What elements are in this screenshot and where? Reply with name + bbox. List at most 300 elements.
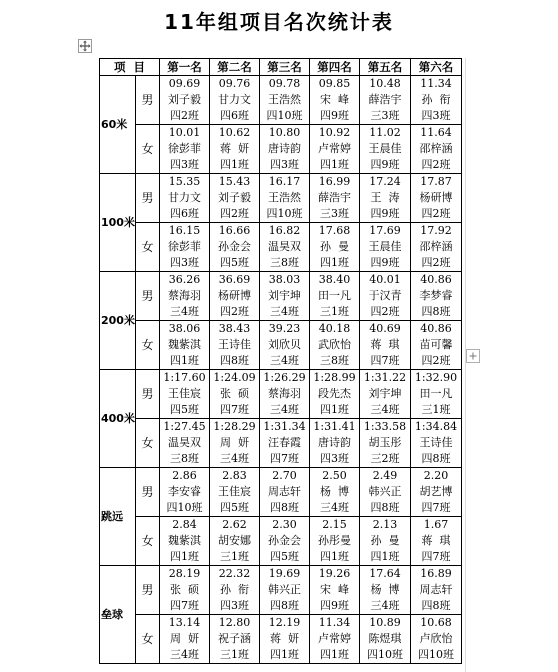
class-name: 四1班 xyxy=(270,648,300,661)
rank-cell xyxy=(210,174,260,223)
class-name: 四2班 xyxy=(421,354,451,367)
athlete-name: 汪春霞 xyxy=(268,436,302,449)
athlete-name: 刘子毅 xyxy=(218,191,252,204)
class-name: 四3班 xyxy=(320,452,350,465)
athlete-name: 段先杰 xyxy=(318,387,352,400)
athlete-name: 孙彤曼 xyxy=(318,534,352,547)
rank-cell xyxy=(360,615,411,664)
class-name: 三2班 xyxy=(370,452,400,465)
result-score: 17.87 xyxy=(420,175,452,188)
table-row xyxy=(100,223,462,272)
rank-cell xyxy=(360,76,411,125)
result-score: 1:34.84 xyxy=(414,420,458,433)
rank-cell xyxy=(160,223,210,272)
result-score: 38.40 xyxy=(318,273,351,286)
athlete-name: 孙 曼 xyxy=(370,534,400,547)
result-score: 36.26 xyxy=(168,273,201,286)
rank-cell xyxy=(210,321,260,370)
class-name: 四5班 xyxy=(270,550,300,563)
rank-cell xyxy=(160,566,210,615)
rank-cell xyxy=(360,419,411,468)
athlete-name: 温昊双 xyxy=(168,436,202,449)
athlete-name: 周 妍 xyxy=(170,632,200,645)
gender-label: 女 xyxy=(136,517,160,566)
table-row xyxy=(100,321,462,370)
event-name: 垒球 xyxy=(100,566,136,664)
class-name: 四1班 xyxy=(370,550,400,563)
class-name: 四3班 xyxy=(270,158,300,171)
ranking-table xyxy=(99,58,462,664)
athlete-name: 宋 峰 xyxy=(320,583,350,596)
rank-cell xyxy=(210,566,260,615)
athlete-name: 刘子毅 xyxy=(168,93,202,106)
rank-cell xyxy=(411,615,462,664)
class-name: 四8班 xyxy=(421,305,451,318)
gender-label: 男 xyxy=(136,174,160,223)
class-name: 三3班 xyxy=(370,109,400,122)
result-score: 10.80 xyxy=(268,126,301,139)
result-score: 10.89 xyxy=(369,616,401,629)
class-name: 四5班 xyxy=(220,501,250,514)
athlete-name: 李梦睿 xyxy=(419,289,453,302)
class-name: 三4班 xyxy=(370,403,400,416)
table-row xyxy=(100,468,462,517)
athlete-name: 于汉青 xyxy=(368,289,402,302)
event-name: 跳远 xyxy=(100,468,136,566)
rank-cell xyxy=(260,566,310,615)
rank-cell xyxy=(210,223,260,272)
result-score: 12.19 xyxy=(268,616,301,629)
rank-cell xyxy=(160,615,210,664)
class-name: 四2班 xyxy=(370,305,400,318)
class-name: 三1班 xyxy=(320,305,350,318)
athlete-name: 张 硕 xyxy=(220,387,250,400)
rank-cell xyxy=(260,174,310,223)
class-name: 四9班 xyxy=(320,599,350,612)
class-name: 四8班 xyxy=(421,452,451,465)
rank-cell xyxy=(310,468,360,517)
result-score: 39.23 xyxy=(268,322,301,335)
result-score: 38.03 xyxy=(268,273,301,286)
rank-cell xyxy=(360,370,411,419)
result-score: 16.82 xyxy=(268,224,301,237)
rank-cell xyxy=(360,468,411,517)
class-name: 四7班 xyxy=(421,501,451,514)
class-name: 三1班 xyxy=(421,403,451,416)
athlete-name: 孙 曼 xyxy=(320,240,350,253)
result-score: 16.17 xyxy=(268,175,301,188)
rank-cell xyxy=(360,223,411,272)
athlete-name: 孙金会 xyxy=(218,240,252,253)
rank-cell xyxy=(411,566,462,615)
result-score: 11.34 xyxy=(318,616,351,629)
gender-label: 男 xyxy=(136,272,160,321)
athlete-name: 陈煜琪 xyxy=(368,632,402,645)
rank-cell xyxy=(160,370,210,419)
rank-cell xyxy=(210,468,260,517)
athlete-name: 蔡海羽 xyxy=(168,289,202,302)
athlete-name: 胡艺博 xyxy=(419,485,453,498)
table-row xyxy=(100,174,462,223)
rank-cell xyxy=(160,174,210,223)
athlete-name: 王诗佳 xyxy=(419,436,453,449)
athlete-name: 杨研博 xyxy=(218,289,252,302)
event-name: 100米 xyxy=(100,174,136,272)
rank-cell xyxy=(260,223,310,272)
result-score: 16.99 xyxy=(318,175,351,188)
header-rank-4: 第四名 xyxy=(310,59,360,76)
class-name: 四9班 xyxy=(370,256,400,269)
class-name: 四6班 xyxy=(220,109,250,122)
rank-cell xyxy=(310,419,360,468)
result-score: 1:17.60 xyxy=(163,371,206,384)
rank-cell xyxy=(260,419,310,468)
rank-cell xyxy=(411,370,462,419)
athlete-name: 刘宇坤 xyxy=(268,289,302,302)
result-score: 1:32.90 xyxy=(414,371,458,384)
class-name: 四7班 xyxy=(220,403,250,416)
header-rank-3: 第三名 xyxy=(260,59,310,76)
rank-cell xyxy=(160,125,210,174)
class-name: 三8班 xyxy=(320,354,350,367)
athlete-name: 卢常婷 xyxy=(318,142,352,155)
class-name: 三4班 xyxy=(270,403,300,416)
gender-label: 女 xyxy=(136,223,160,272)
result-score: 40.86 xyxy=(420,322,452,335)
rank-cell xyxy=(360,566,411,615)
rank-cell xyxy=(210,125,260,174)
class-name: 四10班 xyxy=(367,648,404,661)
result-score: 1:31.34 xyxy=(263,420,306,433)
class-name: 四8班 xyxy=(421,599,451,612)
class-name: 四2班 xyxy=(220,207,250,220)
header-item: 项 目 xyxy=(100,59,160,76)
rank-cell xyxy=(411,223,462,272)
plus-icon xyxy=(467,350,479,362)
result-score: 1:27.45 xyxy=(163,420,206,433)
result-score: 1:26.29 xyxy=(263,371,306,384)
result-score: 40.01 xyxy=(369,273,401,286)
class-name: 四10班 xyxy=(166,501,203,514)
result-score: 10.62 xyxy=(218,126,251,139)
rank-cell xyxy=(411,517,462,566)
class-name: 三4班 xyxy=(270,305,300,318)
athlete-name: 薛浩宇 xyxy=(368,93,402,106)
result-score: 10.92 xyxy=(318,126,351,139)
result-score: 38.43 xyxy=(218,322,251,335)
class-name: 四2班 xyxy=(170,109,200,122)
result-score: 13.14 xyxy=(168,616,201,629)
class-name: 三8班 xyxy=(170,452,200,465)
result-score: 2.70 xyxy=(272,469,297,482)
athlete-name: 蒋 妍 xyxy=(270,632,300,645)
class-name: 四8班 xyxy=(270,599,300,612)
rank-cell xyxy=(411,272,462,321)
class-name: 四1班 xyxy=(220,158,250,171)
header-rank-5: 第五名 xyxy=(360,59,411,76)
athlete-name: 王佳宸 xyxy=(168,387,202,400)
result-score: 12.80 xyxy=(218,616,251,629)
class-name: 四6班 xyxy=(170,207,200,220)
result-score: 17.69 xyxy=(369,224,401,237)
athlete-name: 孙 衔 xyxy=(220,583,250,596)
rank-cell xyxy=(411,419,462,468)
class-name: 四2班 xyxy=(421,207,451,220)
result-score: 2.62 xyxy=(222,518,247,531)
class-name: 三1班 xyxy=(220,648,250,661)
result-score: 11.64 xyxy=(420,126,452,139)
class-name: 四9班 xyxy=(320,109,350,122)
header-rank-1: 第一名 xyxy=(160,59,210,76)
result-score: 1:31.41 xyxy=(313,420,356,433)
rank-cell xyxy=(360,517,411,566)
result-score: 2.50 xyxy=(322,469,347,482)
class-name: 三4班 xyxy=(370,599,400,612)
result-score: 09.69 xyxy=(168,77,201,90)
result-score: 16.89 xyxy=(420,567,452,580)
athlete-name: 苗可馨 xyxy=(419,338,453,351)
result-score: 09.85 xyxy=(318,77,351,90)
class-name: 四10班 xyxy=(266,207,303,220)
table-body xyxy=(100,76,462,664)
athlete-name: 韩兴正 xyxy=(368,485,402,498)
result-score: 22.32 xyxy=(218,567,251,580)
header-rank-2: 第二名 xyxy=(210,59,260,76)
athlete-name: 田一凡 xyxy=(419,387,453,400)
result-score: 2.13 xyxy=(372,518,398,531)
rank-cell xyxy=(210,272,260,321)
athlete-name: 刘宇坤 xyxy=(368,387,402,400)
gender-label: 男 xyxy=(136,468,160,517)
athlete-name: 孙 衔 xyxy=(421,93,451,106)
rank-cell xyxy=(260,370,310,419)
result-score: 1:31.22 xyxy=(363,371,407,384)
result-score: 09.78 xyxy=(268,77,301,90)
rank-cell xyxy=(210,370,260,419)
athlete-name: 唐诗韵 xyxy=(318,436,352,449)
result-score: 2.15 xyxy=(322,518,347,531)
class-name: 四2班 xyxy=(421,158,451,171)
rank-cell xyxy=(260,615,310,664)
athlete-name: 甘力文 xyxy=(218,93,252,106)
rank-cell xyxy=(260,468,310,517)
rank-cell xyxy=(260,125,310,174)
header-rank-6: 第六名 xyxy=(411,59,462,76)
athlete-name: 刘欣贝 xyxy=(268,338,302,351)
result-score: 10.68 xyxy=(420,616,452,629)
class-name: 三4班 xyxy=(170,305,200,318)
class-name: 四8班 xyxy=(220,354,250,367)
rank-cell xyxy=(160,517,210,566)
athlete-name: 周志轩 xyxy=(419,583,453,596)
result-score: 2.49 xyxy=(372,469,398,482)
table-row xyxy=(100,615,462,664)
result-score: 17.24 xyxy=(369,175,401,188)
class-name: 四7班 xyxy=(270,452,300,465)
athlete-name: 王佳宸 xyxy=(218,485,252,498)
athlete-name: 祝子涵 xyxy=(218,632,252,645)
gender-label: 男 xyxy=(136,566,160,615)
result-score: 16.66 xyxy=(218,224,251,237)
rank-cell xyxy=(310,615,360,664)
class-name: 四1班 xyxy=(320,158,350,171)
document-title: 11年组项目名次统计表 xyxy=(164,10,394,34)
class-name: 四10班 xyxy=(266,109,303,122)
athlete-name: 王浩然 xyxy=(268,93,302,106)
rank-cell xyxy=(310,321,360,370)
athlete-name: 周 妍 xyxy=(220,436,250,449)
athlete-name: 甘力文 xyxy=(168,191,202,204)
result-score: 15.35 xyxy=(168,175,201,188)
athlete-name: 蒋 妍 xyxy=(220,142,250,155)
table-row xyxy=(100,566,462,615)
table-row xyxy=(100,272,462,321)
rank-cell xyxy=(360,125,411,174)
result-score: 2.83 xyxy=(222,469,247,482)
rank-cell xyxy=(160,272,210,321)
result-score: 40.69 xyxy=(369,322,401,335)
rank-cell xyxy=(411,125,462,174)
athlete-name: 杨 博 xyxy=(320,485,350,498)
athlete-name: 宋 峰 xyxy=(320,93,350,106)
rank-cell xyxy=(210,615,260,664)
rank-cell xyxy=(360,272,411,321)
result-score: 36.69 xyxy=(218,273,251,286)
athlete-name: 周志轩 xyxy=(268,485,302,498)
class-name: 四5班 xyxy=(170,403,200,416)
rank-cell xyxy=(160,76,210,125)
result-score: 1:24.09 xyxy=(213,371,256,384)
athlete-name: 徐彭菲 xyxy=(168,142,202,155)
class-name: 三4班 xyxy=(170,648,200,661)
result-score: 2.30 xyxy=(272,518,297,531)
rank-cell xyxy=(411,321,462,370)
athlete-name: 卢常婷 xyxy=(318,632,352,645)
athlete-name: 王 涛 xyxy=(370,191,400,204)
result-score: 19.26 xyxy=(318,567,351,580)
class-name: 四7班 xyxy=(370,354,400,367)
class-name: 四2班 xyxy=(421,256,451,269)
class-name: 四1班 xyxy=(320,403,350,416)
event-name: 200米 xyxy=(100,272,136,370)
result-score: 19.69 xyxy=(268,567,301,580)
result-score: 1:28.29 xyxy=(213,420,256,433)
class-name: 四5班 xyxy=(220,256,250,269)
gender-label: 男 xyxy=(136,76,160,125)
rank-cell xyxy=(210,419,260,468)
result-score: 17.68 xyxy=(318,224,351,237)
athlete-name: 王晨佳 xyxy=(368,240,402,253)
result-score: 2.86 xyxy=(172,469,197,482)
rank-cell xyxy=(260,517,310,566)
event-name: 60米 xyxy=(100,76,136,174)
rank-cell xyxy=(260,76,310,125)
athlete-name: 张 硕 xyxy=(170,583,200,596)
athlete-name: 王诗佳 xyxy=(218,338,252,351)
athlete-name: 魏紫淇 xyxy=(168,338,202,351)
athlete-name: 孙金会 xyxy=(268,534,302,547)
rank-cell xyxy=(310,223,360,272)
result-score: 1:28.99 xyxy=(313,371,356,384)
rank-cell xyxy=(411,468,462,517)
result-score: 2.84 xyxy=(172,518,197,531)
move-arrows-icon xyxy=(79,40,91,52)
class-name: 四3班 xyxy=(170,158,200,171)
result-score: 28.19 xyxy=(168,567,201,580)
gender-label: 女 xyxy=(136,615,160,664)
result-score: 15.43 xyxy=(218,175,251,188)
rank-cell xyxy=(310,566,360,615)
gender-label: 女 xyxy=(136,321,160,370)
class-name: 三4班 xyxy=(220,452,250,465)
athlete-name: 唐诗韵 xyxy=(268,142,302,155)
rank-cell xyxy=(310,272,360,321)
class-name: 四8班 xyxy=(270,501,300,514)
class-name: 四9班 xyxy=(370,158,400,171)
class-name: 三3班 xyxy=(320,207,350,220)
class-name: 三4班 xyxy=(320,501,350,514)
athlete-name: 胡安娜 xyxy=(218,534,252,547)
class-name: 四1班 xyxy=(170,550,200,563)
rank-cell xyxy=(260,272,310,321)
table-move-handle[interactable] xyxy=(78,39,92,53)
class-name: 四8班 xyxy=(370,501,400,514)
table-row xyxy=(100,76,462,125)
athlete-name: 武欣怡 xyxy=(318,338,352,351)
athlete-name: 杨 博 xyxy=(370,583,400,596)
result-score: 16.15 xyxy=(168,224,201,237)
result-score: 2.20 xyxy=(423,469,449,482)
class-name: 四1班 xyxy=(320,648,350,661)
result-score: 17.64 xyxy=(369,567,401,580)
result-score: 38.06 xyxy=(168,322,201,335)
athlete-name: 田一凡 xyxy=(318,289,352,302)
gender-label: 男 xyxy=(136,370,160,419)
result-score: 11.34 xyxy=(420,77,452,90)
gender-label: 女 xyxy=(136,125,160,174)
event-name: 400米 xyxy=(100,370,136,468)
gender-label: 女 xyxy=(136,419,160,468)
rank-cell xyxy=(310,517,360,566)
header-row xyxy=(100,59,462,76)
class-name: 四7班 xyxy=(421,550,451,563)
rank-cell xyxy=(411,174,462,223)
result-score: 40.86 xyxy=(420,273,452,286)
rank-cell xyxy=(160,468,210,517)
rank-cell xyxy=(310,370,360,419)
athlete-name: 王浩然 xyxy=(268,191,302,204)
class-name: 四1班 xyxy=(320,550,350,563)
athlete-name: 邵梓涵 xyxy=(419,240,453,253)
class-name: 四9班 xyxy=(370,207,400,220)
athlete-name: 蒋 琪 xyxy=(421,534,451,547)
table-row xyxy=(100,370,462,419)
class-name: 四1班 xyxy=(320,256,350,269)
class-name: 四3班 xyxy=(220,599,250,612)
add-column-handle[interactable] xyxy=(466,349,480,363)
rank-cell xyxy=(260,321,310,370)
result-score: 10.48 xyxy=(369,77,401,90)
result-score: 40.18 xyxy=(318,322,351,335)
result-score: 09.76 xyxy=(218,77,251,90)
rank-cell xyxy=(411,76,462,125)
rank-cell xyxy=(210,76,260,125)
athlete-name: 王晨佳 xyxy=(368,142,402,155)
athlete-name: 蒋 琪 xyxy=(370,338,400,351)
class-name: 四1班 xyxy=(170,354,200,367)
athlete-name: 薛浩宇 xyxy=(318,191,352,204)
result-score: 1:33.58 xyxy=(363,420,407,433)
